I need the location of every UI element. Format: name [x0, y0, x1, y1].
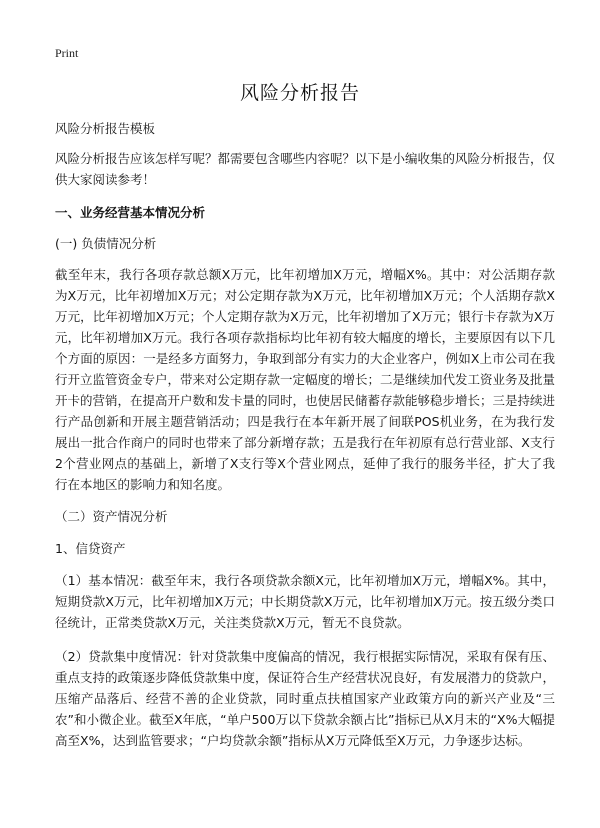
print-label: Print — [55, 46, 79, 60]
credit-assets-heading: 1、信贷资产 — [55, 541, 126, 556]
document-body — [55, 118, 555, 751]
basic-situation-paragraph: （1）基本情况：截至年末，我行各项贷款余额X元，比年初增加X万元，增幅X%。其中，短期贷款X万元，比年初增加X万元；中长期贷款X万元，比年初增加X万元。按五级分类口径统计，正常类贷款X万元，关注类贷款X万元，暂无不良贷款。 — [55, 573, 555, 630]
section-heading-business: 一、业务经营基本情况分析 — [55, 205, 206, 220]
intro-paragraph: 风险分析报告应该怎样写呢？都需要包含哪些内容呢？以下是小编收集的风险分析报告，仅供大家阅读参考！ — [55, 151, 556, 187]
page-title: 风险分析报告 — [239, 82, 360, 104]
subsection-heading-assets: （二）资产情况分析 — [55, 509, 168, 524]
subsection-heading-liabilities: (一) 负债情况分析 — [55, 236, 157, 251]
liabilities-paragraph: 截至年末，我行各项存款总额X万元，比年初增加X万元，增幅X%。其中：对公活期存款为X万元，比年初增加X万元；对公定期存款为X万元，比年初增加X万元；个人活期存款X万元，比年初增加X万元；个人定期存款为X万元，比年初增加了X万元；银行卡存款为X万元，比年初增加X万元。我行各项存款指标均比年初有较大幅度的增长，主要原因有以下几个方面的原因：一是经多方面努力，争取到部分有实力的大企业客户，例如X上市公司在我行开立监管资金专户，带来对公定期存款一定幅度的增长；二是继续加代发工资业务及批量开卡的营销，在提高开户数和发卡量的同时，也使居民储蓄存款能够稳步增长；三是持续进行产品创新和开展主题营销活动；四是我行在本年新开展了间联POS机业务，在为我行发展出一批合作商户的同时也带来了部分新增存款；五是我行在年初原有总行营业部、X支行2个营业网点的基础上，新增了X支行等X个营业网点，延伸了我行的服务半径，扩大了我行在本地区的影响力和知名度。 — [55, 267, 556, 492]
template-label: 风险分析报告模板 — [55, 121, 156, 136]
loan-concentration-paragraph: （2）贷款集中度情况：针对贷款集中度偏高的情况，我行根据实际情况，采取有保有压、重点支持的政策逐步降低贷款集中度，保证符合生产经营状况良好，有发展潜力的贷款户，压缩产品落后、经营不善的企业贷款，同时重点扶植国家产业政策方向的新兴产业及“三农”和小微企业。截至X年底，“单户500万以下贷款余额占比”指标已从X月末的“X%大幅提高至X%，达到监管要求；“户均贷款余额”指标从X万元降低至X万元，力争逐步达标。 — [55, 649, 556, 748]
